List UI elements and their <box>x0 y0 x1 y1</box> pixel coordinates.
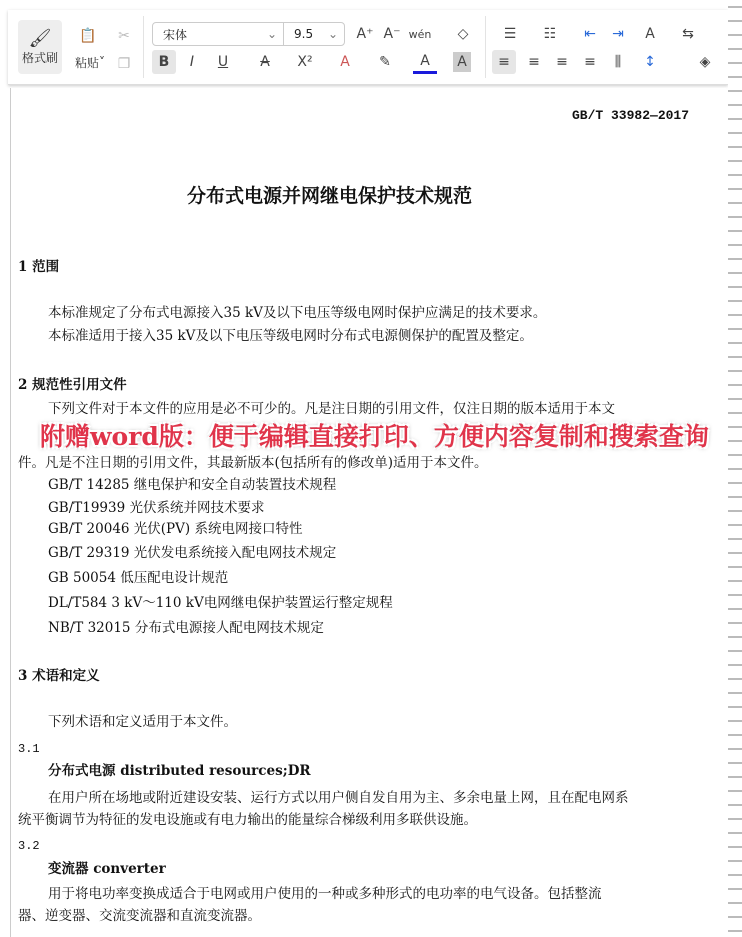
paragraph: 统平衡调节为特征的发电设施或有电力输出的能量综合梯级利用多联供设施。 <box>18 812 477 828</box>
term-number: 3.1 <box>18 742 40 756</box>
char-spacing-icon[interactable]: A <box>645 26 655 42</box>
align-right-button[interactable]: ≡ <box>556 54 568 70</box>
font-name-select[interactable]: 宋体 ⌄ <box>152 22 284 46</box>
paragraph: 在用户所在场地或附近建设安装、运行方式以用户侧自发自用为主、多余电量上网，且在配电网系 <box>48 790 629 806</box>
shading-icon[interactable]: ◈ <box>699 54 711 70</box>
char-shading-button[interactable]: A <box>453 52 471 72</box>
brush-icon: 🖌 <box>28 28 52 49</box>
chevron-down-icon: ⌄ <box>266 27 277 41</box>
grow-font-icon[interactable]: A⁺ <box>356 26 374 42</box>
paragraph: 下列术语和定义适用于本文件。 <box>48 714 237 730</box>
reference-item: NB/T 32015 分布式电源接人配电网技术规定 <box>48 620 324 636</box>
chevron-down-icon: ⌄ <box>327 27 338 41</box>
font-color-button[interactable]: A <box>413 50 437 74</box>
align-left-button[interactable]: ≡ <box>492 50 516 74</box>
highlight-button[interactable]: ✎ <box>379 54 391 70</box>
underline-button[interactable]: U <box>217 54 229 70</box>
paragraph: 本标准规定了分布式电源接入35 kV及以下电压等级电网时保护应满足的技术要求。 <box>48 305 547 321</box>
shrink-font-icon[interactable]: A⁻ <box>383 26 401 42</box>
reference-item: GB/T 29319 光伏发电系统接入配电网技术规定 <box>48 545 337 561</box>
eraser-icon[interactable]: ◇ <box>457 26 469 42</box>
paragraph: 件。凡是不注日期的引用文件，其最新版本(包括所有的修改单)适用于本文件。 <box>18 455 488 471</box>
term-title: 分布式电源 distributed resources;DR <box>48 763 311 779</box>
standard-number: GB/T 33982—2017 <box>572 108 690 123</box>
paragraph: 本标准适用于接入35 kV及以下电压等级电网时分布式电源侧保护的配置及整定。 <box>48 328 533 344</box>
italic-button[interactable]: I <box>189 54 195 70</box>
increase-indent-icon[interactable]: ⇥ <box>612 26 624 42</box>
text-effect-button[interactable]: A <box>340 54 350 70</box>
bullets-icon[interactable]: ☰ <box>503 26 517 42</box>
reference-item: GB/T 14285 继电保护和安全自动装置技术规程 <box>48 477 337 493</box>
divider <box>143 16 144 78</box>
section-heading: 1 范围 <box>18 259 60 275</box>
copy-icon[interactable]: ❐ <box>117 56 131 72</box>
bold-button[interactable]: B <box>152 50 176 74</box>
term-title: 变流器 converter <box>48 861 166 877</box>
paragraph: 用于将电功率变换成适合于电网或用户使用的一种或多种形式的电功率的电气设备。包括整流 <box>48 886 602 902</box>
paste-button[interactable]: 粘贴 ˅ <box>74 55 105 70</box>
clipboard-icon: 📋 <box>79 28 97 44</box>
distribute-button[interactable]: ⫼ <box>614 54 622 70</box>
section-heading: 3 术语和定义 <box>18 668 100 684</box>
format-painter-button[interactable]: 🖌 格式刷 <box>18 20 62 74</box>
reference-item: GB 50054 低压配电设计规范 <box>48 570 229 586</box>
reference-item: DL/T584 3 kV～110 kV电网继电保护装置运行整定规程 <box>48 595 393 611</box>
term-number: 3.2 <box>18 839 40 853</box>
divider <box>485 16 486 78</box>
paragraph: 下列文件对于本文件的应用是必不可少的。凡是注日期的引用文件，仅注日期的版本适用于本文 <box>48 401 615 417</box>
paragraph: 器、逆变器、交流变流器和直流变流器。 <box>18 908 261 924</box>
strikethrough-button[interactable]: A <box>260 54 270 70</box>
numbering-icon[interactable]: ☷ <box>543 26 557 42</box>
page-title: 分布式电源并网继电保护技术规范 <box>187 185 473 207</box>
torn-edge <box>728 0 742 937</box>
align-center-button[interactable]: ≡ <box>528 54 540 70</box>
ribbon-toolbar <box>8 10 728 85</box>
text-direction-icon[interactable]: ⇆ <box>682 26 694 42</box>
cut-icon[interactable]: ✂ <box>118 28 130 44</box>
reference-item: GB/T19939 光伏系统并网技术要求 <box>48 500 265 516</box>
superscript-button[interactable]: X² <box>297 54 313 70</box>
phonetic-guide-icon[interactable]: wén <box>408 27 432 41</box>
font-size-select[interactable]: 9.5 ⌄ <box>283 22 345 46</box>
reference-item: GB/T 20046 光伏(PV) 系统电网接口特性 <box>48 521 303 537</box>
section-heading: 2 规范性引用文件 <box>18 377 127 393</box>
justify-button[interactable]: ≡ <box>584 54 596 70</box>
line-spacing-icon[interactable]: ↕ <box>644 54 656 70</box>
decrease-indent-icon[interactable]: ⇤ <box>584 26 596 42</box>
watermark-banner: 附赠word版：便于编辑直接打印、方便内容复制和搜索查询 <box>40 422 709 451</box>
